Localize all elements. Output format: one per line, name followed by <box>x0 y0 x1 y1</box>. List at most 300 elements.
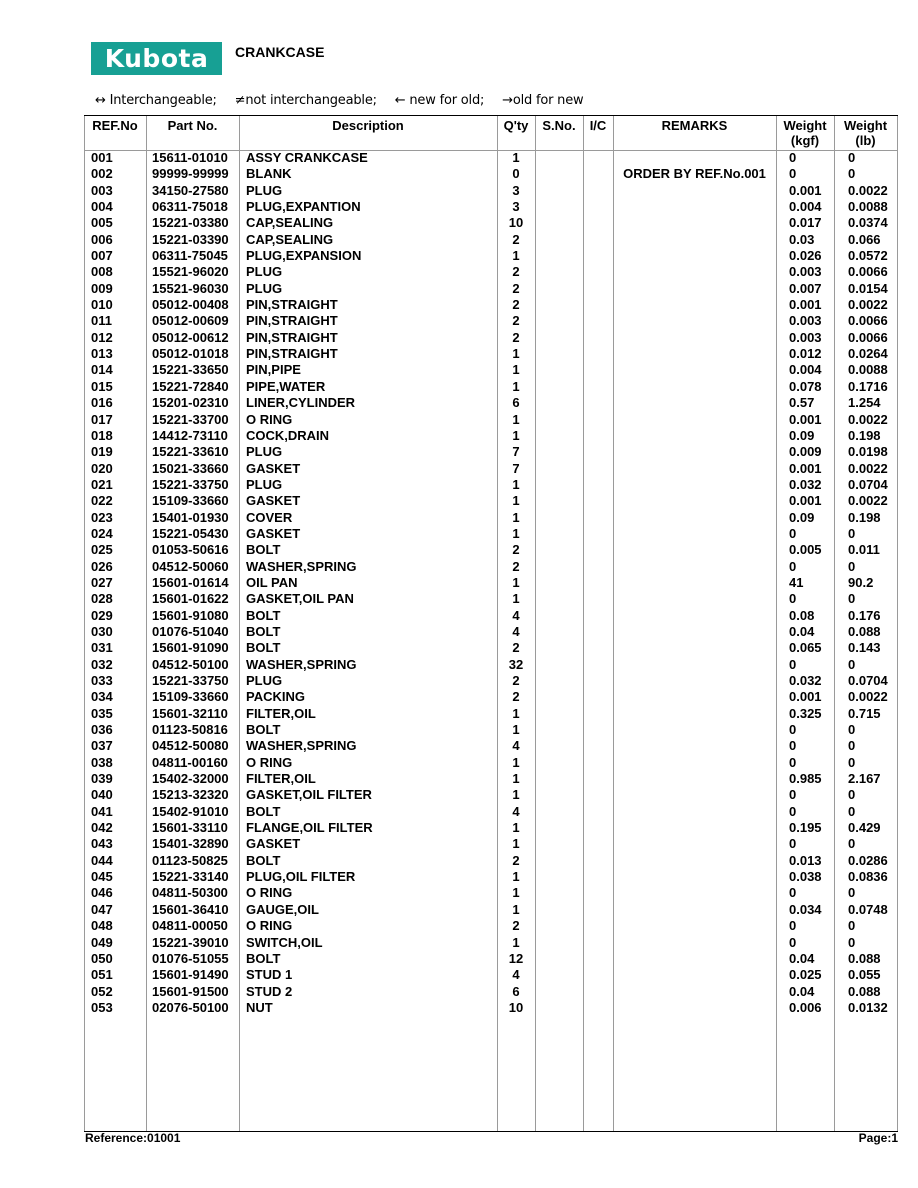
table-row <box>84 787 898 803</box>
cell-ref: 013 <box>91 346 113 362</box>
cell-qty: 1 <box>512 901 520 917</box>
table-row <box>84 689 898 705</box>
table-row <box>84 853 898 869</box>
cell-description: NUT <box>246 999 273 1015</box>
cell-weight-kgf: 0.078 <box>789 378 822 394</box>
cell-description: FLANGE,OIL FILTER <box>246 820 373 836</box>
cell-description: PLUG,EXPANSION <box>246 248 362 264</box>
cell-ref: 038 <box>91 754 113 770</box>
cell-qty: 2 <box>512 313 520 329</box>
cell-ref: 035 <box>91 705 113 721</box>
cell-ref: 042 <box>91 820 113 836</box>
cell-part-no: 15221-33750 <box>152 476 229 492</box>
cell-weight-lb: 0 <box>848 558 856 574</box>
cell-weight-lb: 0.429 <box>848 820 881 836</box>
table-row <box>84 575 898 591</box>
parts-table <box>84 115 898 1132</box>
table-row <box>84 313 898 329</box>
cell-description: PIN,STRAIGHT <box>246 329 338 345</box>
table-row <box>84 264 898 280</box>
cell-part-no: 06311-75018 <box>152 199 228 215</box>
cell-qty: 1 <box>512 248 520 264</box>
cell-weight-lb: 0.176 <box>848 607 881 623</box>
header-part: Part No. <box>167 118 218 133</box>
cell-part-no: 15221-33650 <box>152 362 229 378</box>
cell-description: WASHER,SPRING <box>246 656 357 672</box>
header-weight-lb-line1: Weight <box>843 118 888 133</box>
cell-weight-kgf: 0.325 <box>789 705 822 721</box>
cell-qty: 10 <box>508 215 524 231</box>
cell-qty: 1 <box>512 934 520 950</box>
cell-weight-lb: 0.0066 <box>848 329 888 345</box>
cell-weight-lb: 0 <box>848 166 856 182</box>
cell-qty: 4 <box>512 607 520 623</box>
cell-qty: 2 <box>512 689 520 705</box>
cell-weight-lb: 0.0748 <box>848 901 888 917</box>
header-weight-kgf-line1: Weight <box>783 118 827 133</box>
cell-weight-kgf: 0.025 <box>789 967 822 983</box>
cell-weight-kgf: 0 <box>789 803 797 819</box>
cell-ref: 050 <box>91 950 113 966</box>
cell-qty: 1 <box>512 836 520 852</box>
cell-weight-kgf: 0.038 <box>789 869 822 885</box>
cell-qty: 2 <box>512 640 520 656</box>
cell-part-no: 05012-00408 <box>152 297 229 313</box>
cell-weight-lb: 0 <box>848 738 856 754</box>
cell-ref: 022 <box>91 493 113 509</box>
table-row <box>84 706 898 722</box>
cell-part-no: 01123-50825 <box>152 852 228 868</box>
cell-qty: 0 <box>512 166 520 182</box>
cell-part-no: 04512-50080 <box>152 738 229 754</box>
cell-weight-kgf: 0 <box>789 525 797 541</box>
cell-ref: 009 <box>91 280 113 296</box>
cell-description: COCK,DRAIN <box>246 427 330 443</box>
cell-description: BOLT <box>246 640 281 656</box>
table-row <box>84 608 898 624</box>
cell-weight-kgf: 0.012 <box>789 346 822 362</box>
cell-qty: 3 <box>512 199 520 215</box>
cell-qty: 2 <box>512 852 520 868</box>
cell-qty: 1 <box>512 362 520 378</box>
cell-qty: 2 <box>512 297 520 313</box>
table-row <box>84 984 898 1000</box>
cell-weight-kgf: 0.001 <box>789 493 822 509</box>
cell-part-no: 15221-03380 <box>152 215 229 231</box>
cell-weight-lb: 0.0286 <box>848 852 888 868</box>
cell-description: STUD 1 <box>246 967 293 983</box>
cell-ref: 033 <box>91 673 113 688</box>
cell-weight-lb: 0 <box>848 836 856 852</box>
cell-qty: 1 <box>512 869 520 885</box>
cell-part-no: 04811-00050 <box>152 918 228 934</box>
legend <box>95 93 597 108</box>
cell-weight-kgf: 0.985 <box>789 771 822 787</box>
cell-ref: 041 <box>91 803 113 819</box>
cell-weight-kgf: 0.001 <box>789 297 822 313</box>
cell-description: BLANK <box>246 166 292 182</box>
footer-reference: Reference:01001 <box>85 1131 181 1145</box>
cell-qty: 2 <box>512 558 520 574</box>
cell-part-no: 15521-96030 <box>152 280 229 296</box>
table-row <box>84 935 898 951</box>
table-header <box>84 116 898 151</box>
table-row <box>84 640 898 656</box>
footer-page: Page:1 <box>858 1131 898 1145</box>
table-row <box>84 510 898 526</box>
table-row <box>84 493 898 509</box>
cell-ref: 048 <box>91 918 113 934</box>
table-row <box>84 591 898 607</box>
table-row <box>84 722 898 738</box>
header-description: Description <box>332 118 404 133</box>
cell-part-no: 15601-91500 <box>152 983 229 999</box>
cell-part-no: 04512-50060 <box>152 558 229 574</box>
cell-weight-kgf: 0 <box>789 150 797 165</box>
cell-description: GASKET,OIL FILTER <box>246 787 372 803</box>
table-row <box>84 820 898 836</box>
cell-description: GAUGE,OIL <box>246 901 319 917</box>
cell-description: LINER,CYLINDER <box>246 395 356 411</box>
cell-ref: 003 <box>91 182 113 198</box>
cell-description: PLUG,EXPANTION <box>246 199 361 215</box>
cell-qty: 4 <box>512 738 520 754</box>
cell-qty: 1 <box>512 754 520 770</box>
cell-description: SWITCH,OIL <box>246 934 323 950</box>
cell-weight-lb: 0.066 <box>848 231 881 247</box>
cell-description: BOLT <box>246 950 281 966</box>
cell-weight-lb: 0.198 <box>848 509 881 525</box>
cell-weight-lb: 0 <box>848 754 856 770</box>
cell-description: PIN,STRAIGHT <box>246 313 338 329</box>
table-row <box>84 673 898 689</box>
table-row <box>84 461 898 477</box>
header-remarks: REMARKS <box>661 118 728 133</box>
cell-weight-lb: 0 <box>848 591 856 607</box>
cell-weight-lb: 0.1716 <box>848 378 888 394</box>
cell-weight-kgf: 0.04 <box>789 983 815 999</box>
table-row <box>84 804 898 820</box>
cell-description: PACKING <box>246 689 305 705</box>
cell-part-no: 15221-39010 <box>152 934 229 950</box>
cell-weight-kgf: 0.009 <box>789 444 822 460</box>
cell-remarks: ORDER BY REF.No.001 <box>623 166 766 182</box>
table-body <box>84 150 898 1016</box>
cell-weight-lb: 0.198 <box>848 427 881 443</box>
table-row <box>84 183 898 199</box>
table-row <box>84 444 898 460</box>
cell-ref: 027 <box>91 574 113 590</box>
cell-description: OIL PAN <box>246 574 298 590</box>
cell-weight-lb: 0.0132 <box>848 999 888 1015</box>
cell-qty: 1 <box>512 509 520 525</box>
cell-description: PLUG <box>246 182 283 198</box>
cell-weight-kgf: 0.001 <box>789 411 822 427</box>
cell-part-no: 06311-75045 <box>152 248 228 264</box>
cell-qty: 3 <box>512 182 520 198</box>
cell-part-no: 15601-36410 <box>152 901 229 917</box>
cell-weight-lb: 0.0066 <box>848 313 888 329</box>
cell-weight-kgf: 0.003 <box>789 329 822 345</box>
cell-weight-lb: 0.0022 <box>848 182 888 198</box>
cell-description: CAP,SEALING <box>246 231 334 247</box>
cell-description: BOLT <box>246 623 281 639</box>
cell-qty: 2 <box>512 542 520 558</box>
cell-weight-kgf: 0.034 <box>789 901 822 917</box>
cell-weight-lb: 0 <box>848 656 856 672</box>
cell-description: PIN,PIPE <box>246 362 301 378</box>
kubota-logo <box>91 42 222 75</box>
cell-description: BOLT <box>246 607 281 623</box>
cell-weight-lb: 0.0374 <box>848 215 888 231</box>
cell-weight-lb: 0 <box>848 150 856 165</box>
cell-part-no: 15221-03390 <box>152 231 229 247</box>
cell-weight-kgf: 0 <box>789 722 797 738</box>
cell-description: BOLT <box>246 542 281 558</box>
cell-weight-lb: 1.254 <box>848 395 881 411</box>
cell-ref: 023 <box>91 509 113 525</box>
cell-part-no: 01076-51040 <box>152 623 229 639</box>
cell-qty: 1 <box>512 378 520 394</box>
cell-qty: 1 <box>512 346 520 362</box>
cell-qty: 2 <box>512 280 520 296</box>
cell-ref: 006 <box>91 231 113 247</box>
cell-part-no: 01076-51055 <box>152 950 229 966</box>
cell-weight-lb: 0.0836 <box>848 869 888 885</box>
cell-ref: 015 <box>91 378 113 394</box>
table-row <box>84 869 898 885</box>
cell-part-no: 02076-50100 <box>152 999 229 1015</box>
cell-ref: 024 <box>91 525 113 541</box>
cell-description: PIPE,WATER <box>246 378 326 394</box>
cell-part-no: 15221-33140 <box>152 869 229 885</box>
cell-description: GASKET <box>246 836 301 852</box>
table-row <box>84 657 898 673</box>
table-row <box>84 885 898 901</box>
cell-weight-lb: 0.143 <box>848 640 881 656</box>
cell-qty: 1 <box>512 722 520 738</box>
cell-description: CAP,SEALING <box>246 215 334 231</box>
cell-description: ASSY CRANKCASE <box>246 150 368 165</box>
table-row <box>84 297 898 313</box>
cell-ref: 043 <box>91 836 113 852</box>
cell-part-no: 04811-00160 <box>152 754 228 770</box>
cell-ref: 017 <box>91 411 113 427</box>
cell-qty: 1 <box>512 411 520 427</box>
cell-weight-lb: 90.2 <box>848 574 874 590</box>
cell-description: GASKET <box>246 493 301 509</box>
table-row <box>84 624 898 640</box>
cell-description: PLUG,OIL FILTER <box>246 869 356 885</box>
cell-part-no: 15213-32320 <box>152 787 229 803</box>
cell-description: BOLT <box>246 852 281 868</box>
table-row <box>84 215 898 231</box>
cell-part-no: 05012-00612 <box>152 329 229 345</box>
cell-description: PLUG <box>246 476 283 492</box>
cell-qty: 1 <box>512 591 520 607</box>
cell-ref: 049 <box>91 934 113 950</box>
cell-part-no: 15601-33110 <box>152 820 228 836</box>
cell-qty: 2 <box>512 673 520 688</box>
cell-ref: 019 <box>91 444 113 460</box>
cell-qty: 12 <box>508 950 524 966</box>
cell-description: GASKET <box>246 460 301 476</box>
cell-description: COVER <box>246 509 293 525</box>
table-row <box>84 526 898 542</box>
cell-weight-lb: 0.0066 <box>848 264 888 280</box>
cell-description: PIN,STRAIGHT <box>246 346 338 362</box>
cell-description: PLUG <box>246 264 283 280</box>
cell-part-no: 15402-32000 <box>152 771 229 787</box>
cell-ref: 020 <box>91 460 113 476</box>
table-row <box>84 755 898 771</box>
cell-part-no: 15521-96020 <box>152 264 229 280</box>
cell-ref: 011 <box>91 313 112 329</box>
cell-weight-lb: 0 <box>848 885 856 901</box>
cell-weight-kgf: 0.005 <box>789 542 822 558</box>
cell-ref: 030 <box>91 623 113 639</box>
cell-ref: 044 <box>91 852 113 868</box>
cell-description: WASHER,SPRING <box>246 558 357 574</box>
table-row <box>84 412 898 428</box>
cell-part-no: 15021-33660 <box>152 460 229 476</box>
cell-weight-lb: 0 <box>848 918 856 934</box>
table-row <box>84 248 898 264</box>
table-row <box>84 346 898 362</box>
cell-weight-lb: 0.0154 <box>848 280 888 296</box>
cell-weight-kgf: 0 <box>789 934 797 950</box>
cell-weight-kgf: 0 <box>789 166 797 182</box>
table-row <box>84 477 898 493</box>
table-row <box>84 281 898 297</box>
cell-description: O RING <box>246 754 293 770</box>
header-ref: REF.No <box>92 118 138 133</box>
cell-part-no: 15201-02310 <box>152 395 229 411</box>
cell-part-no: 15221-05430 <box>152 525 229 541</box>
legend-old-for-new: →old for new <box>502 93 584 108</box>
cell-weight-kgf: 0.04 <box>789 950 815 966</box>
cell-qty: 1 <box>512 493 520 509</box>
cell-ref: 021 <box>91 476 113 492</box>
cell-qty: 1 <box>512 705 520 721</box>
legend-new-for-old: ← new for old; <box>394 93 485 108</box>
cell-part-no: 15601-01622 <box>152 591 229 607</box>
legend-interchangeable: ↔ Interchangeable; <box>95 93 217 108</box>
cell-weight-lb: 0.0022 <box>848 411 888 427</box>
cell-qty: 2 <box>512 231 520 247</box>
cell-description: BOLT <box>246 722 281 738</box>
cell-ref: 028 <box>91 591 113 607</box>
table-row <box>84 542 898 558</box>
cell-part-no: 15601-91090 <box>152 640 229 656</box>
cell-weight-kgf: 0.004 <box>789 199 822 215</box>
cell-weight-kgf: 0.004 <box>789 362 822 378</box>
table-row <box>84 362 898 378</box>
cell-qty: 1 <box>512 150 520 165</box>
table-row <box>84 379 898 395</box>
cell-part-no: 15221-33610 <box>152 444 229 460</box>
cell-ref: 032 <box>91 656 113 672</box>
cell-ref: 037 <box>91 738 113 754</box>
cell-weight-lb: 0 <box>848 787 856 803</box>
table-row <box>84 559 898 575</box>
cell-part-no: 15601-91080 <box>152 607 229 623</box>
table-row <box>84 918 898 934</box>
cell-weight-kgf: 41 <box>789 574 804 590</box>
cell-weight-kgf: 0.017 <box>789 215 822 231</box>
cell-qty: 7 <box>512 460 520 476</box>
cell-weight-kgf: 0 <box>789 558 797 574</box>
cell-weight-kgf: 0 <box>789 836 797 852</box>
cell-qty: 10 <box>508 999 524 1015</box>
cell-weight-kgf: 0.001 <box>789 460 822 476</box>
cell-ref: 047 <box>91 901 113 917</box>
cell-description: PLUG <box>246 673 283 688</box>
cell-ref: 053 <box>91 999 113 1015</box>
cell-weight-lb: 0.715 <box>848 705 881 721</box>
cell-part-no: 04811-50300 <box>152 885 228 901</box>
cell-part-no: 15221-33750 <box>152 673 229 688</box>
cell-weight-lb: 0.0022 <box>848 297 888 313</box>
cell-qty: 6 <box>512 983 520 999</box>
cell-weight-lb: 2.167 <box>848 771 881 787</box>
cell-weight-kgf: 0.08 <box>789 607 815 623</box>
cell-weight-kgf: 0.195 <box>789 820 822 836</box>
cell-weight-kgf: 0.003 <box>789 313 822 329</box>
cell-qty: 1 <box>512 885 520 901</box>
legend-not-interchangeable: ≠not interchangeable; <box>234 93 377 108</box>
cell-weight-lb: 0.0022 <box>848 460 888 476</box>
cell-qty: 1 <box>512 771 520 787</box>
cell-weight-kgf: 0 <box>789 918 797 934</box>
table-row <box>84 330 898 346</box>
cell-part-no: 15601-01614 <box>152 574 229 590</box>
cell-weight-kgf: 0 <box>789 787 797 803</box>
cell-weight-kgf: 0.013 <box>789 852 822 868</box>
cell-qty: 2 <box>512 329 520 345</box>
cell-description: FILTER,OIL <box>246 705 316 721</box>
table-row <box>84 395 898 411</box>
cell-ref: 052 <box>91 983 113 999</box>
table-row <box>84 951 898 967</box>
cell-ref: 039 <box>91 771 113 787</box>
cell-weight-lb: 0 <box>848 803 856 819</box>
cell-qty: 32 <box>508 656 524 672</box>
cell-part-no: 15601-32110 <box>152 705 228 721</box>
cell-ref: 016 <box>91 395 113 411</box>
cell-part-no: 34150-27580 <box>152 182 229 198</box>
cell-qty: 7 <box>512 444 520 460</box>
cell-description: FILTER,OIL <box>246 771 316 787</box>
table-row <box>84 1000 898 1016</box>
cell-part-no: 04512-50100 <box>152 656 229 672</box>
cell-weight-lb: 0.088 <box>848 623 881 639</box>
cell-part-no: 15402-91010 <box>152 803 229 819</box>
header-weight-lb-line2: (lb) <box>855 133 876 148</box>
table-row <box>84 771 898 787</box>
cell-weight-lb: 0.088 <box>848 950 881 966</box>
cell-part-no: 05012-00609 <box>152 313 229 329</box>
cell-weight-kgf: 0.003 <box>789 264 822 280</box>
cell-qty: 1 <box>512 525 520 541</box>
cell-weight-lb: 0 <box>848 722 856 738</box>
cell-weight-lb: 0 <box>848 525 856 541</box>
cell-ref: 046 <box>91 885 113 901</box>
cell-qty: 6 <box>512 395 520 411</box>
cell-description: WASHER,SPRING <box>246 738 357 754</box>
cell-weight-kgf: 0.09 <box>789 427 815 443</box>
cell-ref: 026 <box>91 558 113 574</box>
